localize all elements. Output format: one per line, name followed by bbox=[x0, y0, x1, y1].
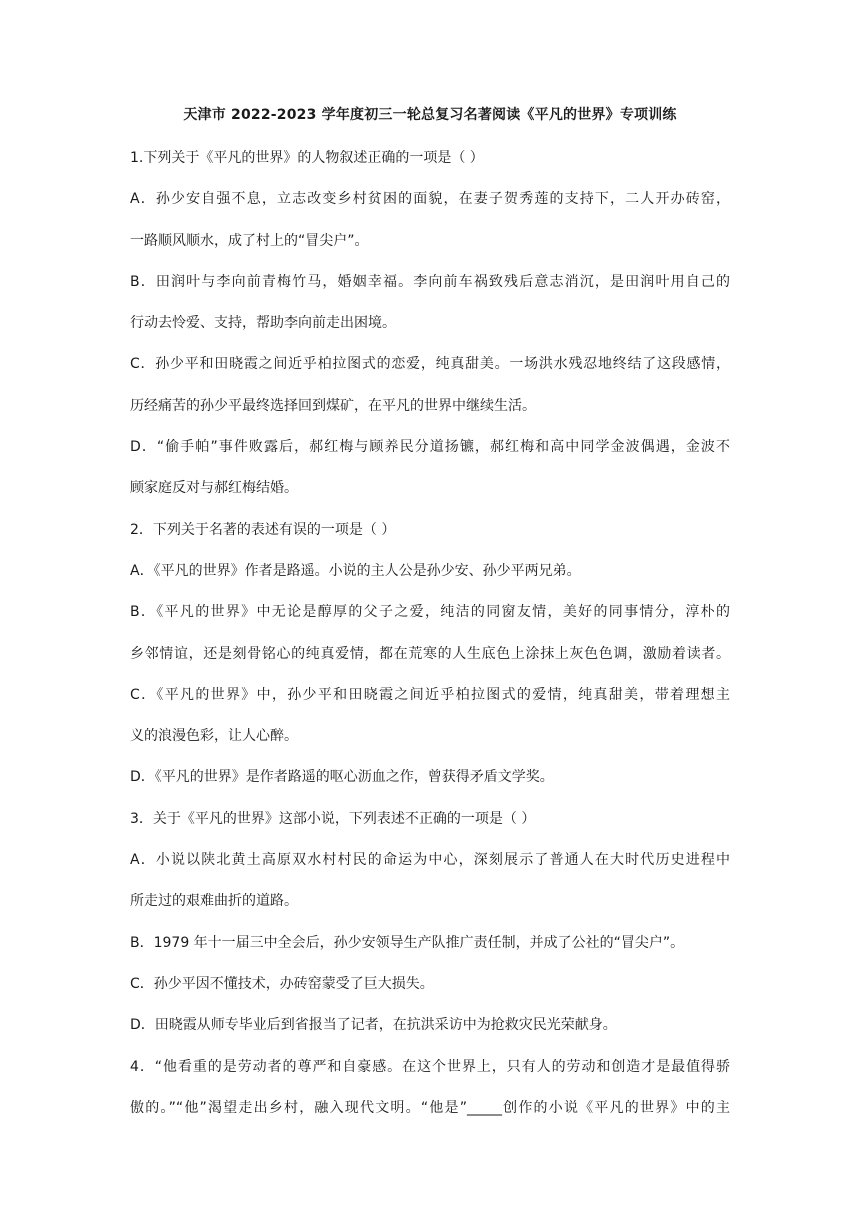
question-2-option-b-cont: 乡邻情谊，还是刻骨铭心的纯真爱情，都在荒寒的人生底色上涂抹上灰色色调，激励着读者。 bbox=[130, 645, 730, 662]
question-1-stem: 1.下列关于《平凡的世界》的人物叙述正确的一项是（ ） bbox=[130, 150, 484, 166]
question-3-option-b: B．1979 年十一届三中全会后，孙少安领导生产队推广责任制，并成了公社的“冒尖户”。 bbox=[130, 934, 685, 951]
question-1-option-c: C．孙少平和田晓霞之间近乎柏拉图式的恋爱，纯真甜美。一场洪水残忍地终结了这段感情， bbox=[130, 356, 730, 373]
question-3-option-a-cont: 所走过的艰难曲折的道路。 bbox=[130, 893, 298, 910]
question-2-stem: 2．下列关于名著的表述有误的一项是（ ） bbox=[130, 521, 396, 538]
question-3-stem: 3．关于《平凡的世界》这部小说，下列表述不正确的一项是（ ） bbox=[130, 810, 536, 827]
question-2-option-b: B．《平凡的世界》中无论是醇厚的父子之爱，纯洁的同窗友情，美好的同事情分，淳朴的 bbox=[130, 604, 730, 621]
question-3-option-d: D．田晓霞从师专毕业后到省报当了记者，在抗洪采访中为抢救灾民光荣献身。 bbox=[130, 1017, 617, 1034]
question-3-option-a: A．小说以陕北黄土高原双水村村民的命运为中心，深刻展示了普通人在大时代历史进程中 bbox=[130, 852, 730, 869]
document-title: 天津市 2022-2023 学年度初三一轮总复习名著阅读《平凡的世界》专项训练 bbox=[183, 107, 677, 123]
question-1-option-d: D．“偷手帕”事件败露后，郝红梅与顾养民分道扬镳，郝红梅和高中同学金波偶遇，金波不 bbox=[130, 439, 730, 456]
question-1-option-a-cont: 一路顺风顺水，成了村上的“冒尖户”。 bbox=[130, 232, 369, 249]
question-2-option-d: D．《平凡的世界》是作者路遥的呕心沥血之作，曾获得矛盾文学奖。 bbox=[130, 769, 554, 786]
question-2-option-c-cont: 义的浪漫色彩，让人心醉。 bbox=[130, 728, 298, 745]
question-3-option-c: C．孙少平因不懂技术，办砖窑蒙受了巨大损失。 bbox=[130, 975, 434, 992]
question-4-stem: 4．“他看重的是劳动者的尊严和自豪感。在这个世界上，只有人的劳动和创造才是最值得骄 bbox=[130, 1058, 730, 1075]
document-body bbox=[130, 138, 730, 1129]
question-1-option-b: B．田润叶与李向前青梅竹马，婚姻幸福。李向前车祸致残后意志消沉，是田润叶用自己的 bbox=[130, 273, 730, 290]
question-1-option-d-cont: 顾家庭反对与郝红梅结婚。 bbox=[130, 480, 298, 497]
question-1-option-c-cont: 历经痛苦的孙少平最终选择回到煤矿，在平凡的世界中继续生活。 bbox=[130, 397, 536, 414]
question-2-option-a: A．《平凡的世界》作者是路遥。小说的主人公是孙少安、孙少平两兄弟。 bbox=[130, 562, 581, 579]
question-1-option-a: A．孙少安自强不息，立志改变乡村贫困的面貌，在妻子贺秀莲的支持下，二人开办砖窑， bbox=[130, 191, 730, 208]
question-4-stem-cont: 傲的。”“他”渴望走出乡村，融入现代文明。“他是”_____创作的小说《平凡的世界》中的主 bbox=[130, 1099, 730, 1116]
question-2-option-c: C．《平凡的世界》中，孙少平和田晓霞之间近乎柏拉图式的爱情，纯真甜美，带着理想主 bbox=[130, 686, 730, 703]
question-1-option-b-cont: 行动去怜爱、支持，帮助李向前走出困境。 bbox=[130, 315, 396, 332]
